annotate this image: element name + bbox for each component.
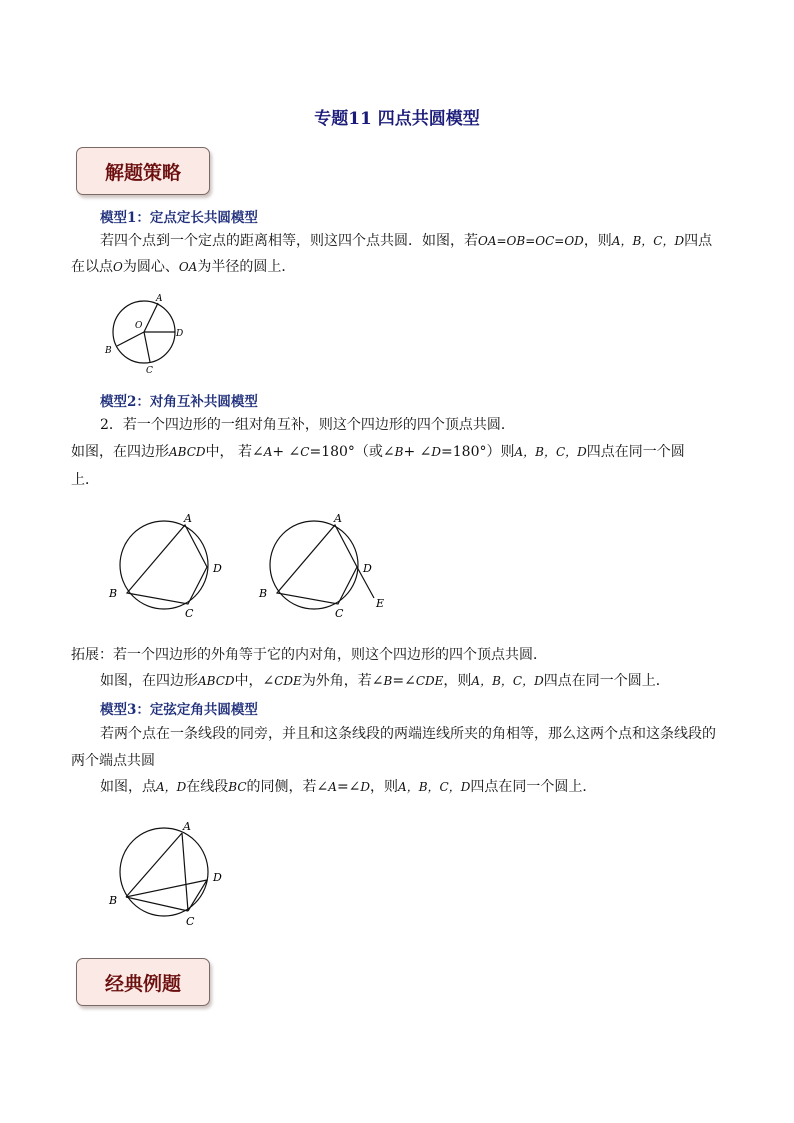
model1-heading: 模型1：定点定长共圆模型: [100, 210, 258, 226]
model3-figure: [100, 815, 240, 930]
model2-heading: 模型2：对角互补共圆模型: [100, 394, 258, 410]
fig2-label-D: D: [363, 562, 372, 575]
model2-figure2: [250, 505, 400, 625]
section-strategy-label: 解题策略: [104, 161, 181, 184]
section-examples-label: 经典例题: [104, 972, 181, 995]
model3-label-B: B: [109, 894, 118, 907]
model2-extension-line1: 拓展：若一个四边形的外角等于它的内对角，则这个四边形的四个顶点共圆．: [71, 647, 547, 663]
page-title: 专题11 四点共圆模型: [314, 109, 480, 129]
model2-line3: 上．: [71, 472, 99, 488]
model3-label-C: C: [186, 915, 195, 928]
fig1-label-D: D: [213, 562, 222, 575]
model1-line2: 在以点O为圆心、OA为半径的圆上．: [71, 259, 296, 275]
model1-label-O: O: [135, 321, 143, 331]
model1-label-A: A: [156, 294, 163, 304]
model3-line3: 如图，点A，D在线段BC的同侧，若∠A=∠D，则A，B，C，D四点在同一个圆上．: [100, 779, 597, 795]
fig2-label-E: E: [376, 597, 385, 610]
model1-figure: [100, 290, 200, 380]
model1-label-D: D: [176, 329, 184, 339]
section-examples-box: [76, 958, 210, 1006]
model1-label-C: C: [146, 366, 153, 376]
model3-label-D: D: [213, 871, 222, 884]
fig2-label-C: C: [335, 607, 344, 620]
model3-line2: 两个端点共圆: [71, 753, 155, 769]
fig1-label-B: B: [109, 587, 118, 600]
model2-extension-line2: 如图，在四边形ABCD中，∠CDE为外角，若∠B=∠CDE，则A，B，C，D四点在同一个圆上．: [100, 673, 670, 689]
model2-figure1: [100, 505, 240, 625]
model3-heading: 模型3：定弦定角共圆模型: [100, 702, 258, 718]
model2-line1: 2．若一个四边形的一组对角互补，则这个四边形的四个顶点共圆．: [100, 417, 515, 433]
fig2-label-A: A: [334, 512, 342, 525]
model3-label-A: A: [183, 820, 191, 833]
fig2-label-B: B: [259, 587, 268, 600]
model1-line1: 若四个点到一个定点的距离相等，则这四个点共圆．如图，若OA=OB=OC=OD，则A，B，C，D四点: [100, 233, 713, 249]
fig1-label-A: A: [184, 512, 192, 525]
model1-label-B: B: [105, 346, 112, 356]
model2-line2: 如图，在四边形ABCD中， 若∠A+ ∠C=180°（或∠B+ ∠D=180°）则A，B，C，D四点在同一个圆: [71, 444, 685, 460]
section-strategy-box: [76, 147, 210, 195]
model3-line1: 若两个点在一条线段的同旁，并且和这条线段的两端连线所夹的角相等，那么这两个点和这条线段的: [100, 726, 716, 742]
fig1-label-C: C: [185, 607, 194, 620]
